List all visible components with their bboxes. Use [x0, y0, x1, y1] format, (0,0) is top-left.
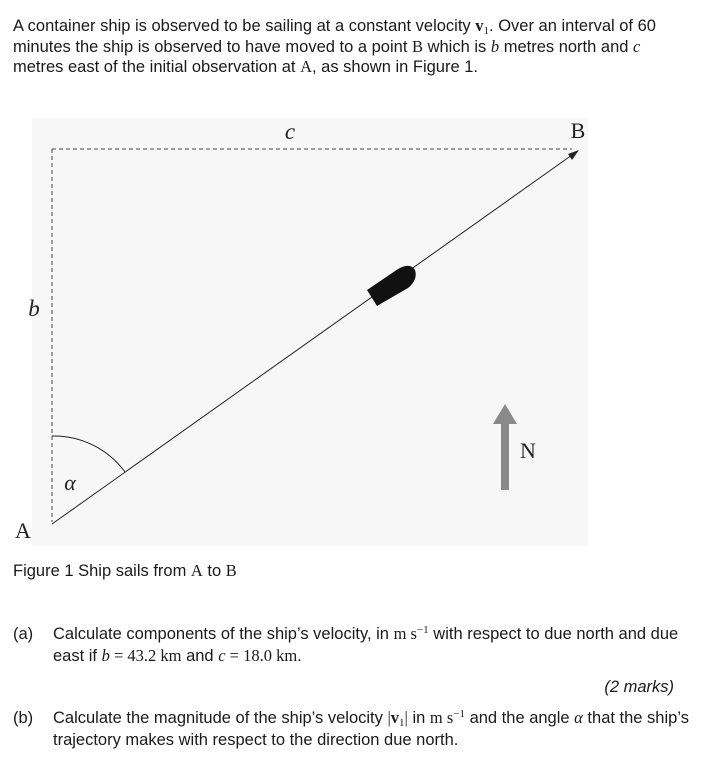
- question-text: .: [297, 647, 302, 665]
- question-text: with respect to due north and due east if: [53, 625, 679, 665]
- question-text: and: [181, 647, 219, 665]
- abs-bar: |: [404, 708, 408, 727]
- velocity-symbol: v: [475, 16, 484, 35]
- label-alpha: α: [64, 470, 76, 495]
- point-a-symbol: A: [300, 57, 312, 76]
- intro-text: which is: [423, 37, 491, 56]
- c-symbol: c: [218, 646, 226, 665]
- intro-text: metres north and: [499, 37, 634, 56]
- intro-text: A container ship is observed to be sailing at a constant velocity: [13, 17, 476, 35]
- label-north: N: [520, 438, 536, 463]
- question-b-label: (b): [13, 709, 34, 727]
- b-symbol: b: [490, 36, 500, 56]
- question-text: that the ship’s trajectory makes with respect to the direction due north.: [53, 709, 689, 749]
- question-b: [13, 707, 693, 751]
- unit: m s: [429, 708, 454, 727]
- question-text: Calculate the magnitude of the ship’s velocity: [53, 709, 388, 727]
- caption-point-b: B: [225, 561, 237, 580]
- unit-exponent: −1: [416, 624, 429, 636]
- unit-exponent: −1: [453, 708, 465, 720]
- figure-caption: [13, 561, 237, 581]
- velocity-subscript: 1: [399, 717, 405, 729]
- marks-label: (2 marks): [604, 678, 674, 696]
- b-value: = 43.2 km: [109, 646, 182, 665]
- b-symbol: b: [101, 646, 110, 665]
- question-text: and the angle: [464, 709, 575, 727]
- caption-text: Figure 1 Ship sails from: [13, 562, 191, 580]
- label-b: b: [28, 296, 40, 321]
- point-b-symbol: B: [411, 36, 423, 56]
- unit: m s: [393, 624, 417, 643]
- north-arrow-shaft: [501, 423, 509, 490]
- caption-text: to: [202, 562, 226, 580]
- label-point-a: A: [15, 518, 31, 543]
- question-text: in: [407, 709, 430, 727]
- intro-text: . Over an interval of 60 minutes the ship is observed to have moved to a point: [13, 17, 656, 56]
- abs-bar: |: [387, 708, 391, 727]
- question-text: Calculate components of the ship’s velocity, in: [53, 625, 394, 643]
- velocity-symbol: v: [390, 708, 400, 727]
- c-symbol: c: [633, 36, 641, 56]
- caption-point-a: A: [190, 561, 203, 580]
- figure-1-diagram: [0, 112, 726, 552]
- question-a-text: [53, 623, 693, 667]
- question-b-text: [53, 707, 693, 751]
- intro-paragraph: [13, 16, 673, 78]
- label-c: c: [284, 119, 296, 144]
- alpha-symbol: α: [574, 708, 583, 727]
- question-a: [13, 623, 693, 667]
- label-point-b: B: [570, 118, 586, 143]
- c-value: = 18.0 km: [225, 646, 298, 665]
- intro-text: , as shown in Figure 1.: [312, 58, 478, 76]
- velocity-subscript: 1: [483, 25, 490, 37]
- question-a-label: (a): [13, 625, 34, 643]
- intro-text: metres east of the initial observation at: [13, 58, 301, 76]
